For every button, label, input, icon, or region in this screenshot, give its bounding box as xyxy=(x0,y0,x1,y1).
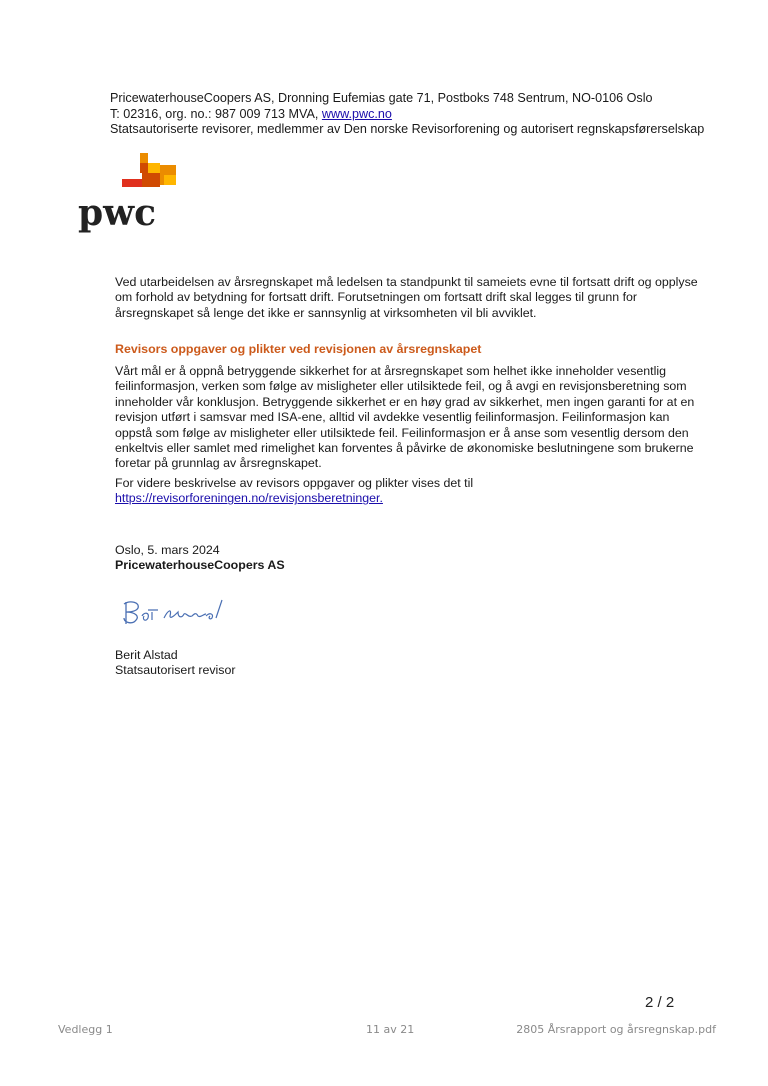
reference-text: For videre beskrivelse av revisors oppgaver og plikter vises det til xyxy=(115,476,474,490)
handwritten-signature xyxy=(118,596,248,630)
going-concern-paragraph: Ved utarbeidelsen av årsregnskapet må ledelsen ta standpunkt til sameiets evne til fortsatt drift og opplyse om forhold av betydning for fortsatt drift. Forutsetningen om fortsatt drift skal legges til grunn for årsregnskapet så lenge det ikke er sannsynlig at virksomheten vil bli avviklet. xyxy=(115,275,698,320)
auditor-duties-paragraph: Vårt mål er å oppnå betryggende sikkerhet for at årsregnskapet som helhet ikke inneholder vesentlig feilinformasjon, verken som følge av misligheter eller utilsiktede feil, og å avgi en revisjonsberetning som inneholder vår konklusjon. Betryggende sikkerhet er en høy grad av sikkerhet, men ingen garanti for at en revisjon utført i samsvar med ISA-ene, alltid vil avdekke vesentlig feilinformasjon. Feilinformasjon kan oppstå som følge av misligheter eller utilsiktede feil. Feilinformasjon er å anse som vesentlig dersom den enkeltvis eller samlet med rimelighet kan forventes å påvirke de økonomiske beslutningene som brukerne foretar på grunnlag av årsregnskapet. xyxy=(115,364,695,471)
svg-text:pwc: pwc xyxy=(78,192,157,233)
company-name: PricewaterhouseCoopers AS xyxy=(115,558,285,573)
signer-name: Berit Alstad xyxy=(115,648,178,662)
contact-line xyxy=(110,107,710,123)
place-date: Oslo, 5. mars 2024 xyxy=(115,543,220,557)
revisorforeningen-link[interactable]: https://revisorforeningen.no/revisjonsberetninger. xyxy=(115,491,383,506)
page-count: 2 / 2 xyxy=(645,994,675,1011)
phone-org-text: T: 02316, org. no.: 987 009 713 MVA, xyxy=(110,106,322,121)
address-line: PricewaterhouseCoopers AS, Dronning Eufemias gate 71, Postboks 748 Sentrum, NO-0106 Oslo xyxy=(110,91,653,105)
firm-description: Statsautoriserte revisorer, medlemmer av Den norske Revisorforening og autorisert regnskapsførerselskap xyxy=(110,122,705,136)
footer-filename: 2805 Årsrapport og årsregnskap.pdf xyxy=(516,1023,716,1036)
letterhead xyxy=(110,91,710,138)
signer-title: Statsautorisert revisor xyxy=(115,663,236,678)
section-heading: Revisors oppgaver og plikter ved revisjonen av årsregnskapet xyxy=(115,342,482,356)
footer-page-number: 11 av 21 xyxy=(366,1023,415,1036)
reference-paragraph xyxy=(115,476,705,507)
signer-block xyxy=(115,648,236,679)
signature-block xyxy=(115,543,285,574)
pwc-logo xyxy=(78,153,188,233)
footer-attachment-label: Vedlegg 1 xyxy=(58,1023,113,1036)
website-link[interactable]: www.pwc.no xyxy=(321,106,392,121)
